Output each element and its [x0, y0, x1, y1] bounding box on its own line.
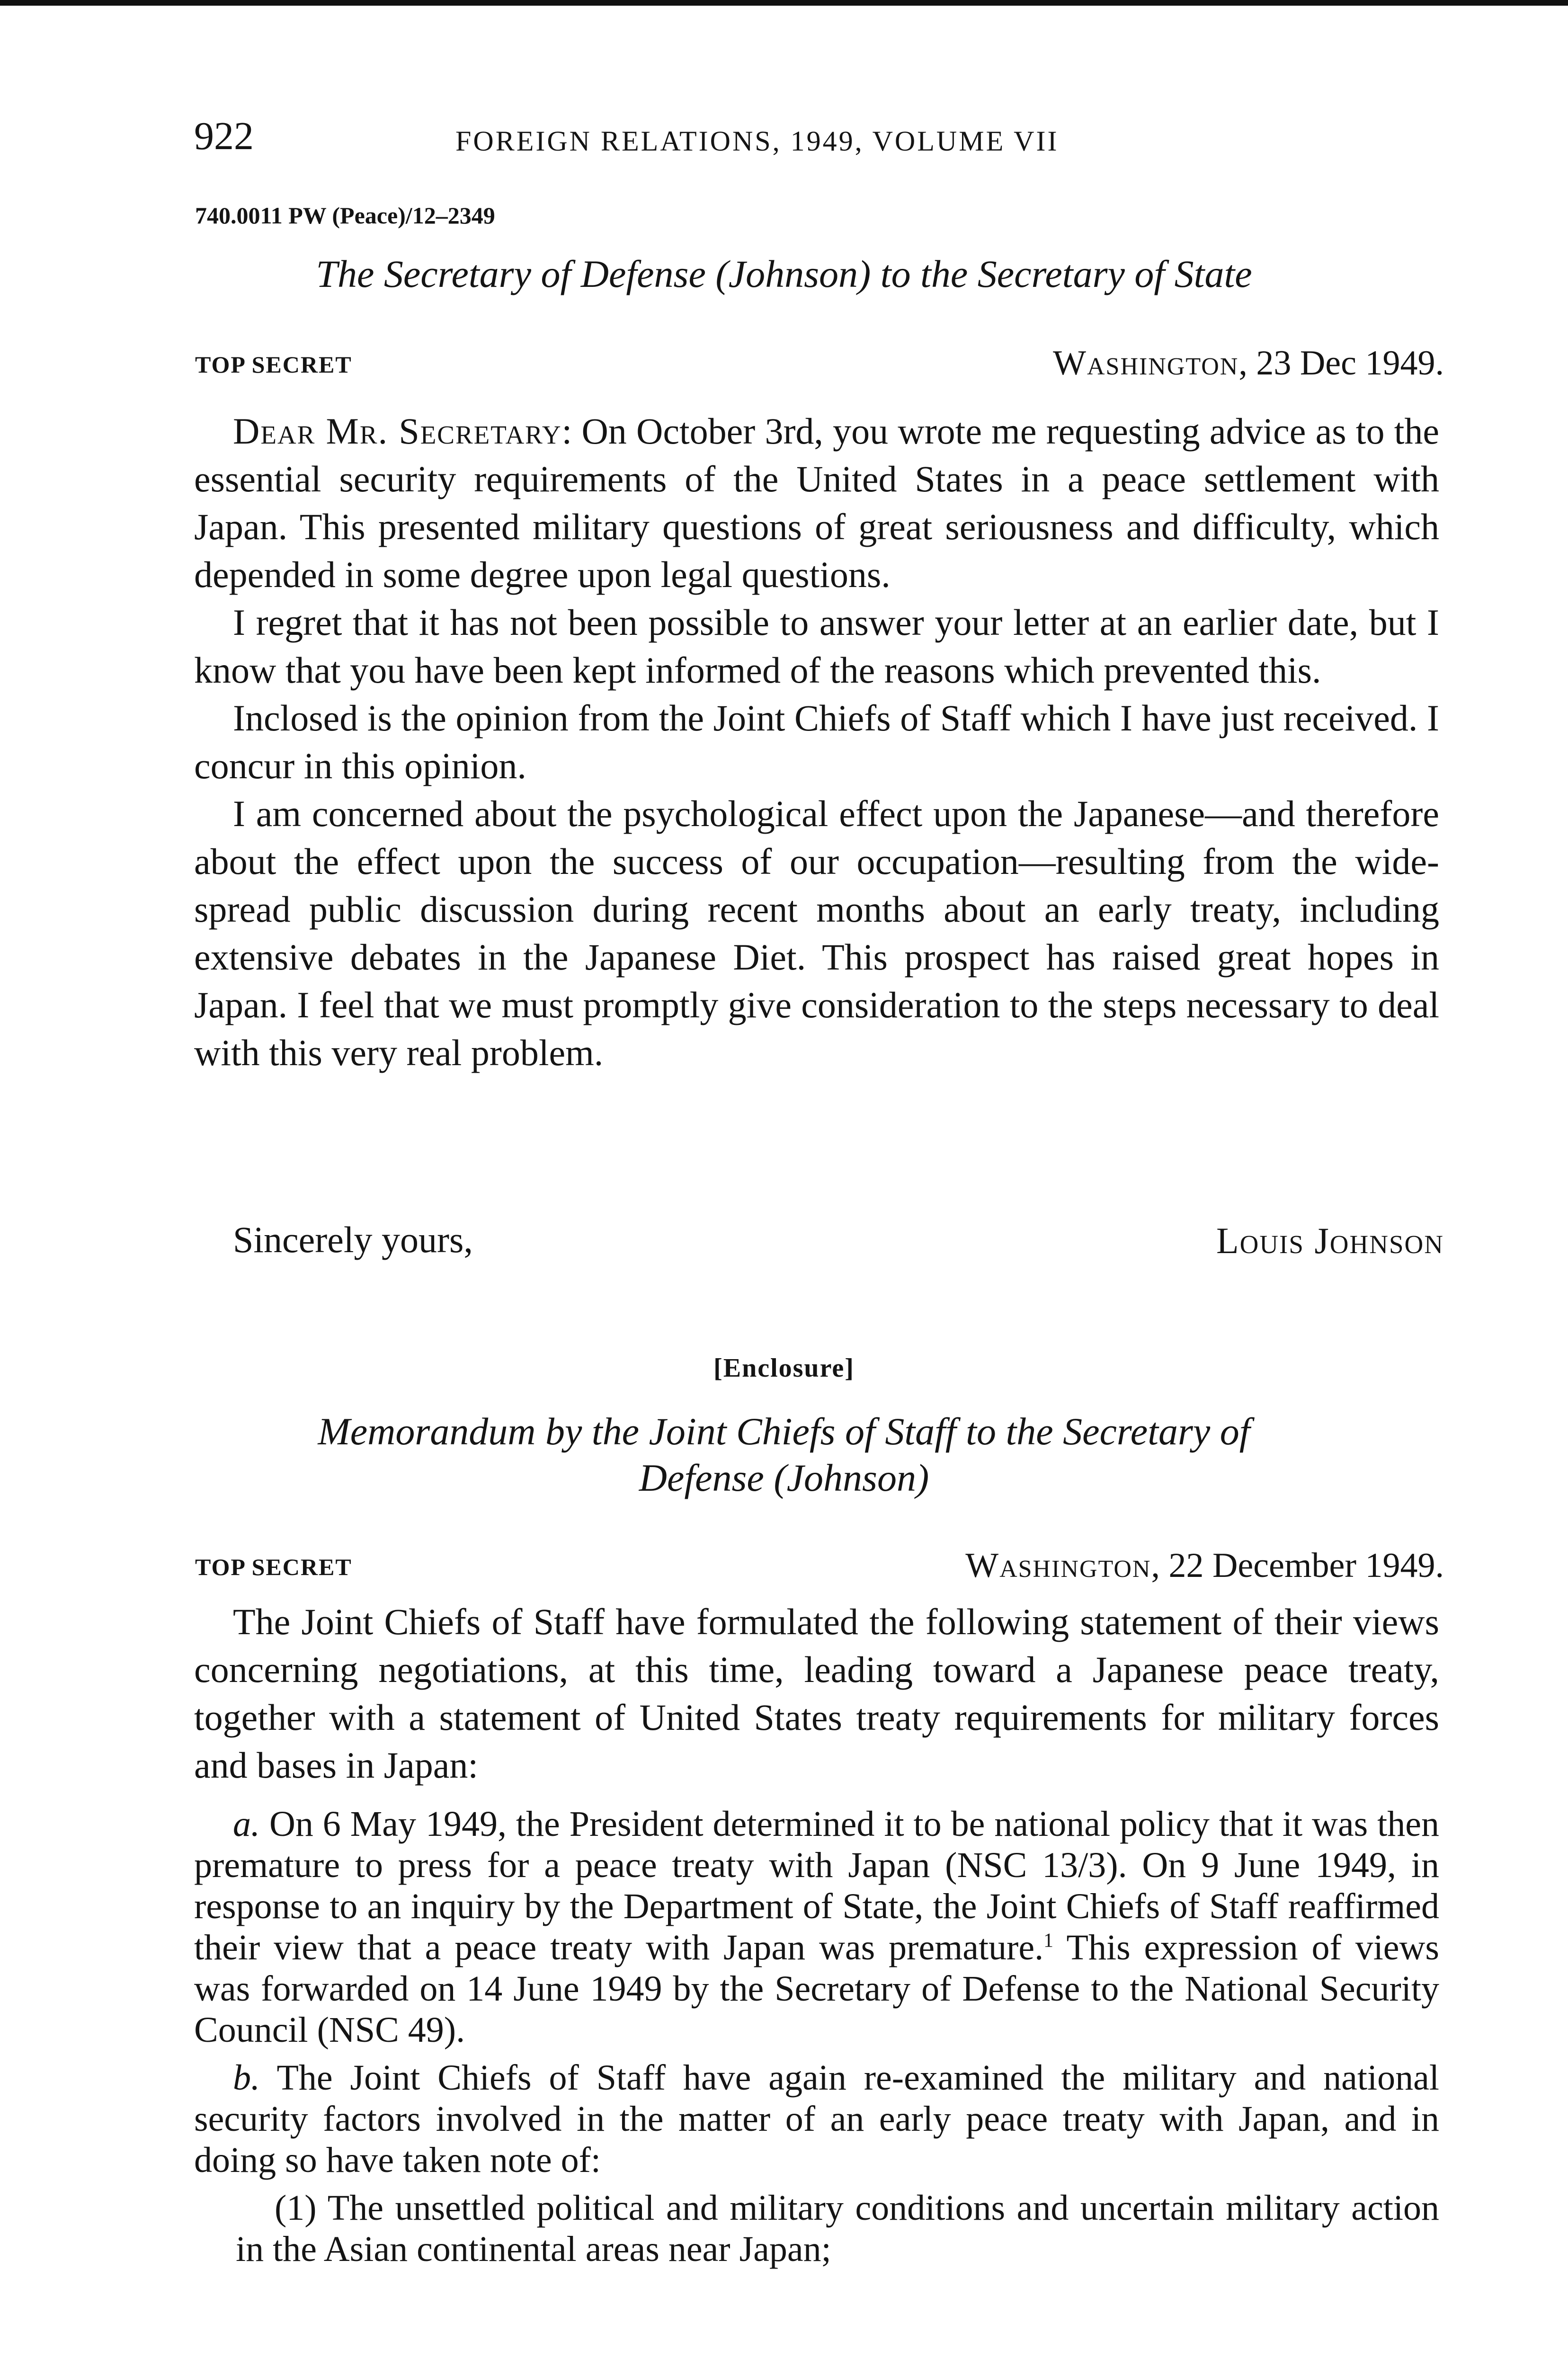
- memo-title-line-1: Memorandum by the Joint Chiefs of Staff to the Secretary of: [318, 1410, 1250, 1453]
- letter-date: , 23 Dec 1949.: [1238, 344, 1444, 383]
- memo-intro-paragraph: The Joint Chiefs of Staff have formulated the following statement of their views concerning negotiations, at this time, leading toward a Japanese peace treaty, together with a statement of United States treaty requirements for military forces and bases in Japan:: [194, 1601, 1439, 1786]
- letter-dateline: [1053, 346, 1444, 381]
- closing: Sincerely yours,: [233, 1219, 473, 1260]
- letter-paragraph-3: Inclosed is the opinion from the Joint Chiefs of Staff which I have just received. I concur in this opinion.: [194, 697, 1439, 786]
- footnote-ref: 1: [1043, 1930, 1054, 1952]
- memo-date: , 22 December 1949.: [1151, 1546, 1444, 1585]
- enclosure-label: [Enclosure]: [713, 1353, 855, 1383]
- letter-paragraph-2: I regret that it has not been possible to answer your letter at an earlier date, but I know that you have been kept informed of the reasons which prevented this.: [194, 602, 1439, 691]
- memo-item-a: a. On 6 May 1949, the President determined it to be national policy that it was then premature to press for a peace treaty with Japan (NSC 13/3). On 9 June 1949, in response to an inquiry by the Department of State, the Joint Chiefs of Staff reaffirmed their view that a peace treaty with Japan was premature.$^1$ This expression of views was forwarded on 14 June 1949 by the Secretary of Defense to the National Security Council (NSC 49).: [194, 1804, 1440, 2050]
- page-number: 922: [194, 114, 254, 158]
- running-title: FOREIGN RELATIONS, 1949, VOLUME VII: [455, 125, 1059, 157]
- salutation: Dear Mr. Secretary: [233, 410, 562, 452]
- memo-place: Washington: [965, 1546, 1151, 1585]
- memo-classification: TOP SECRET: [195, 1554, 352, 1580]
- memo-item-b: b. The Joint Chiefs of Staff have again re-examined the military and national security factors involved in the matter of an early peace treaty with Japan, and in doing so have taken note of:: [194, 2058, 1439, 2180]
- letter-classification: TOP SECRET: [195, 351, 352, 378]
- letter-paragraph-1: Dear Mr. Secretary: On October 3rd, you wrote me requesting advice as to the essential security requirements of the United States in a peace settlement with Japan. This presented military questions of great seriousness and difficulty, which depended in some degree upon legal questions.: [194, 410, 1439, 595]
- memo-dateline: [965, 1548, 1444, 1583]
- file-reference: 740.0011 PW (Peace)/12–2349: [195, 202, 495, 229]
- letter-title: The Secretary of Defense (Johnson) to the Secretary of State: [316, 252, 1252, 295]
- memo-title-line-2: Defense (Johnson): [639, 1456, 929, 1499]
- memo-subitem-1: (1) The unsettled political and military conditions and uncertain military action in the Asian continental areas near Japan;: [236, 2188, 1439, 2269]
- signature: Louis Johnson: [1216, 1220, 1444, 1261]
- memo-intro: [194, 1598, 1439, 1789]
- letter-body: [194, 407, 1439, 1077]
- item-b-label: b.: [233, 2058, 260, 2098]
- letter-place: Washington: [1053, 344, 1239, 383]
- letter-paragraph-4: I am concerned about the psychological effect upon the Japanese—and therefore about the effect upon the success of our occupation—resulting from the wide-spread public discussion during recent months about an early treaty, including extensive debates in the Japanese Diet. This prospect has raised great hopes in Japan. I feel that we must promptly give consideration to the steps necessary to deal with this very real problem.: [194, 793, 1439, 1073]
- memo-items: [194, 1804, 1439, 2277]
- item-a-label: a.: [233, 1804, 260, 1844]
